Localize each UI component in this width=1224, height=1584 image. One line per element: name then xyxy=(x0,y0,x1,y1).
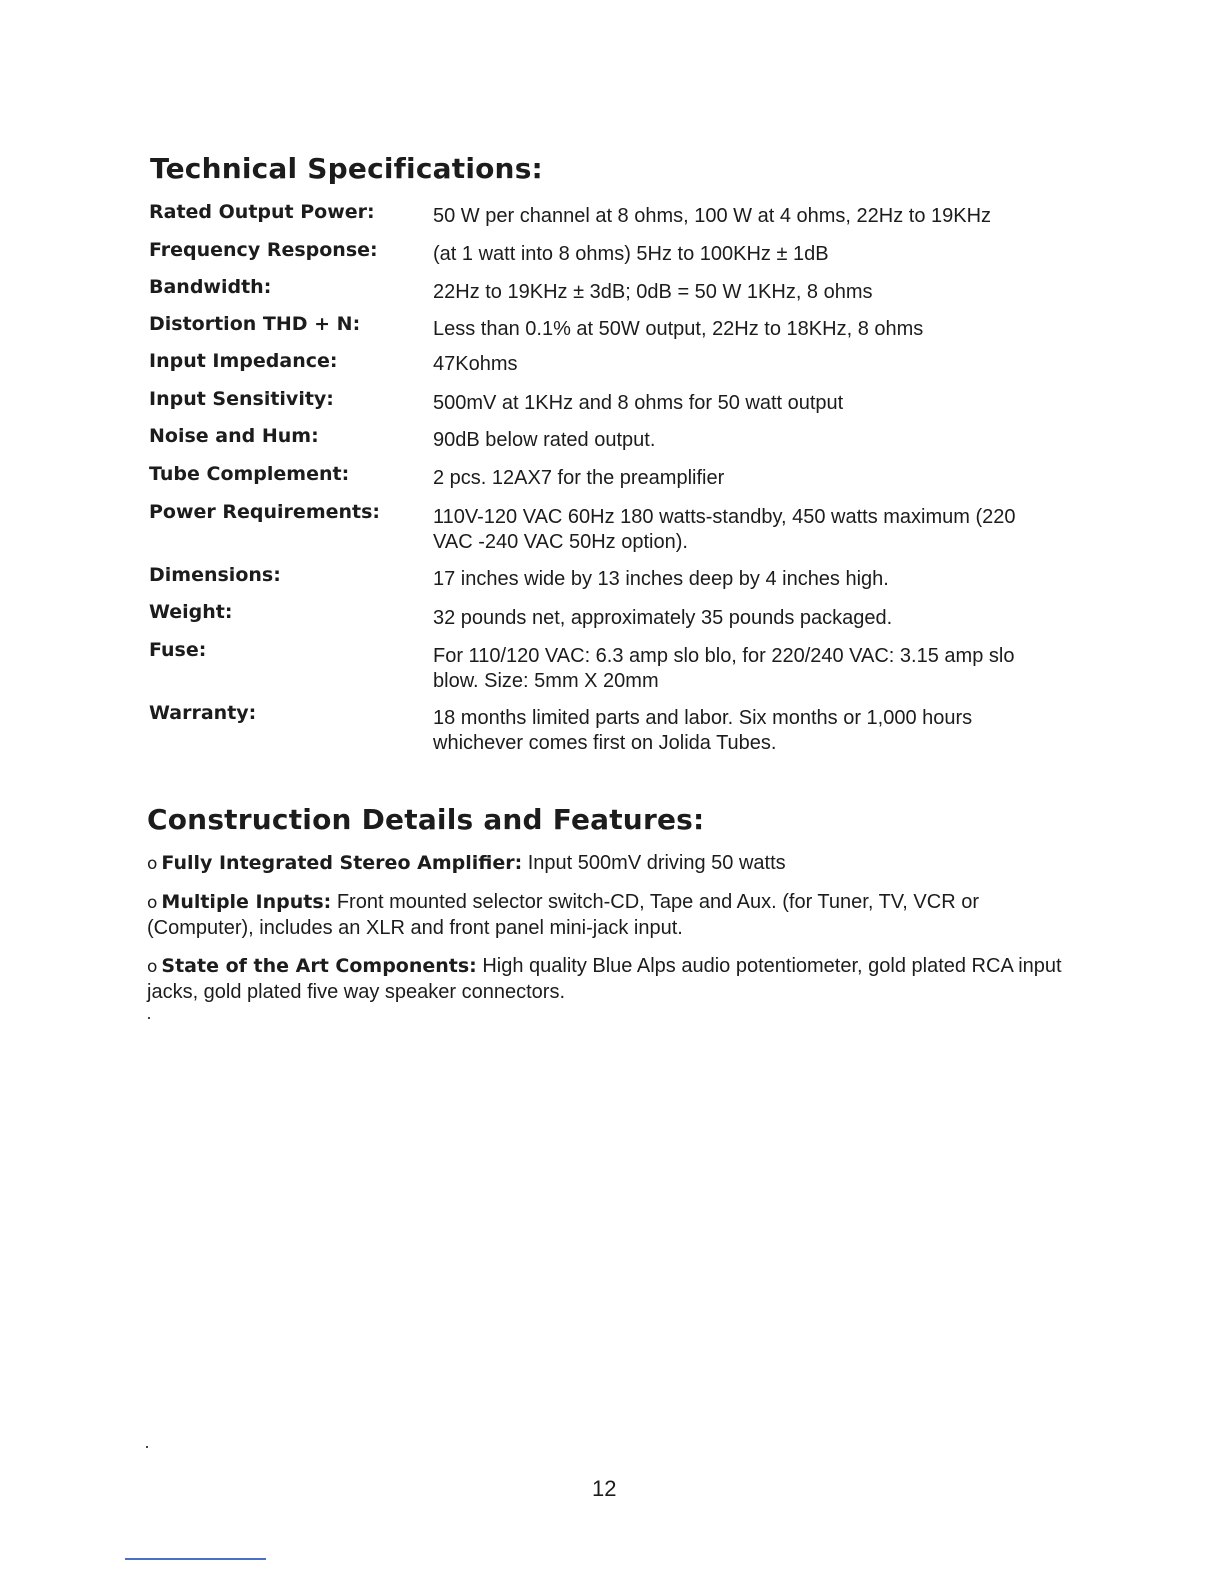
spec-label-bandwidth: Bandwidth: xyxy=(149,276,272,298)
page-number: 12 xyxy=(592,1476,617,1501)
spec-label-rated-output-power: Rated Output Power: xyxy=(149,201,375,223)
feature-text: Front mounted selector switch-CD, Tape and Aux. (for Tuner, TV, VCR or (Computer), includes an XLR and front panel mini-jack input. xyxy=(147,891,979,939)
stray-dot xyxy=(146,1446,148,1448)
feature-title: Fully Integrated Stereo Amplifier: xyxy=(161,852,523,874)
spec-label-noise-and-hum: Noise and Hum: xyxy=(149,425,319,447)
bullet-icon: o xyxy=(147,957,158,977)
spec-label-warranty: Warranty: xyxy=(149,702,257,724)
spec-label-input-impedance: Input Impedance: xyxy=(149,350,338,372)
spec-value-bandwidth: 22Hz to 19KHz ± 3dB; 0dB = 50 W 1KHz, 8 ohms xyxy=(433,281,873,303)
footer-rule xyxy=(125,1558,266,1560)
spec-value-frequency-response: (at 1 watt into 8 ohms) 5Hz to 100KHz ± 1dB xyxy=(433,243,829,265)
spec-label-power-requirements: Power Requirements: xyxy=(149,501,381,523)
spec-label-dimensions: Dimensions: xyxy=(149,564,281,586)
spec-value-distortion: Less than 0.1% at 50W output, 22Hz to 18KHz, 8 ohms xyxy=(433,318,924,340)
spec-value-power-requirements: 110V-120 VAC 60Hz 180 watts-standby, 450 watts maximum (220 VAC -240 VAC 50Hz option). xyxy=(433,506,1016,553)
feature-item xyxy=(147,954,1062,1005)
feature-item xyxy=(147,890,1047,941)
feature-text: High quality Blue Alps audio potentiometer, gold plated RCA input jacks, gold plated five way speaker connectors. xyxy=(147,955,1062,1003)
construction-details-heading: Construction Details and Features: xyxy=(147,803,705,836)
spec-value-tube-complement: 2 pcs. 12AX7 for the preamplifier xyxy=(433,467,725,489)
spec-value-input-impedance: 47Kohms xyxy=(433,353,518,375)
feature-text: Input 500mV driving 50 watts xyxy=(522,852,786,874)
spec-label-input-sensitivity: Input Sensitivity: xyxy=(149,388,334,410)
spec-value-warranty: 18 months limited parts and labor. Six months or 1,000 hours whichever comes first on Jolida Tubes. xyxy=(433,707,973,754)
spec-value-fuse: For 110/120 VAC: 6.3 amp slo blo, for 220/240 VAC: 3.15 amp slo blow. Size: 5mm X 20mm xyxy=(433,645,1015,692)
stray-dot xyxy=(148,1017,150,1019)
spec-value-input-sensitivity: 500mV at 1KHz and 8 ohms for 50 watt output xyxy=(433,392,844,414)
feature-title: State of the Art Components: xyxy=(161,955,477,977)
spec-label-distortion: Distortion THD + N: xyxy=(149,313,361,335)
feature-title: Multiple Inputs: xyxy=(161,891,332,913)
spec-label-frequency-response: Frequency Response: xyxy=(149,239,378,261)
spec-label-tube-complement: Tube Complement: xyxy=(149,463,350,485)
technical-specifications-heading: Technical Specifications: xyxy=(150,152,543,185)
spec-label-weight: Weight: xyxy=(149,601,233,623)
bullet-icon: o xyxy=(147,893,158,913)
spec-value-weight: 32 pounds net, approximately 35 pounds packaged. xyxy=(433,607,893,629)
spec-value-dimensions: 17 inches wide by 13 inches deep by 4 inches high. xyxy=(433,568,889,590)
spec-label-fuse: Fuse: xyxy=(149,639,207,661)
spec-value-rated-output-power: 50 W per channel at 8 ohms, 100 W at 4 ohms, 22Hz to 19KHz xyxy=(433,205,992,227)
feature-item xyxy=(147,851,1067,877)
bullet-icon: o xyxy=(147,854,158,874)
spec-value-noise-and-hum: 90dB below rated output. xyxy=(433,429,656,451)
